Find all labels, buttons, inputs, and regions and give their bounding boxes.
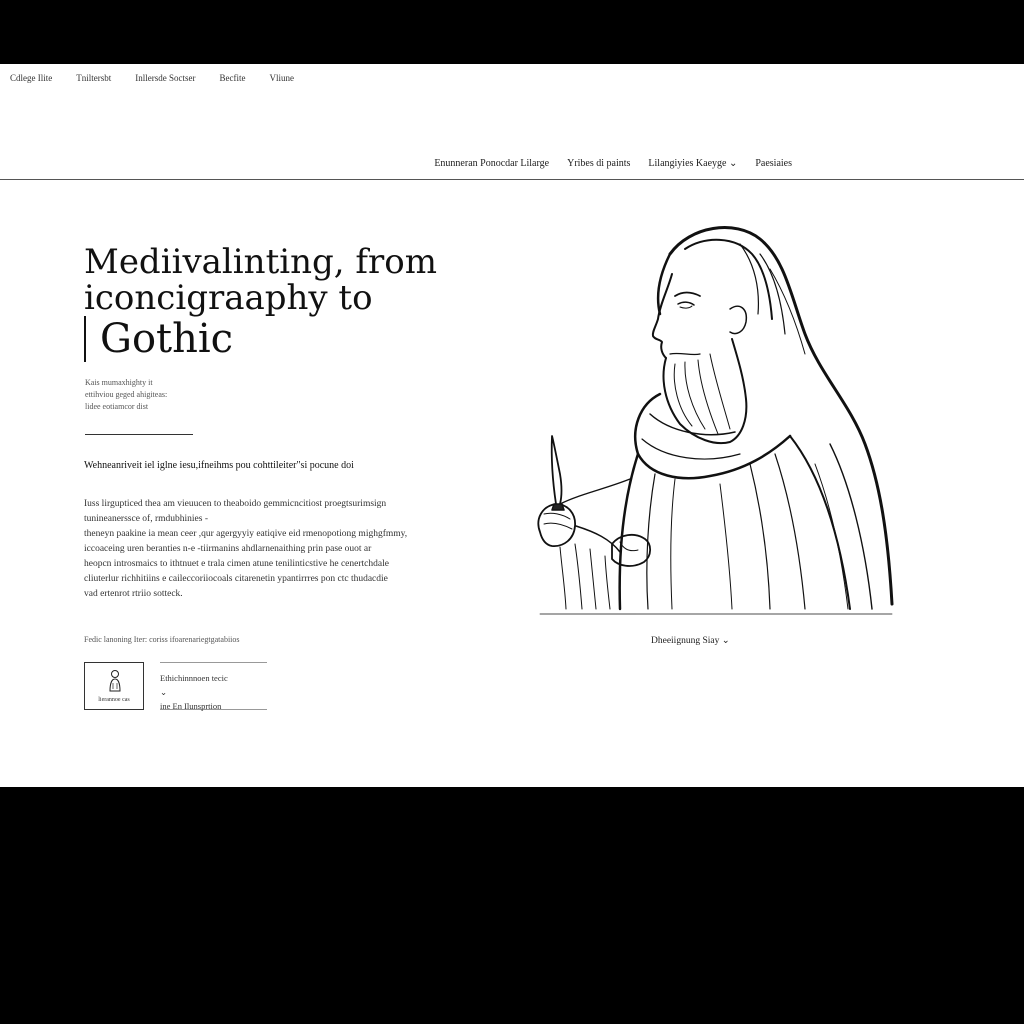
top-nav-item-2[interactable]: Inllersde Soctser bbox=[135, 73, 196, 83]
article-meta bbox=[85, 377, 167, 413]
thumbnail-meta-title: Ethichinnnoen tecic bbox=[160, 673, 228, 683]
chevron-down-icon: ⌄ bbox=[160, 687, 168, 697]
main-nav-item-1[interactable]: Yribes di paints bbox=[567, 158, 631, 169]
top-nav bbox=[10, 73, 318, 83]
illustration-caption[interactable] bbox=[651, 635, 730, 646]
title-line-1: Mediivalinting, from bbox=[84, 242, 437, 282]
body-line: heopcn introsmaics to ithtnuet e trala cimen atune tenilinticstive he cenertchdale bbox=[84, 559, 389, 569]
meta-line-3: lidee eotiamcor dist bbox=[85, 402, 149, 411]
body-line: cliuterlur richhitiins e caileccoriiocoals citarenetin ypantirrres pon ctc thudacdie bbox=[84, 574, 388, 584]
header-divider bbox=[0, 179, 1024, 180]
thumbnail-meta[interactable] bbox=[160, 662, 267, 710]
body-line: iccoaceing uren beranties n-e -tiirmanins ahdlarnenaithing prin pase ouot ar bbox=[84, 544, 372, 554]
meta-line-2: ettihviou geged ahigiteas: bbox=[85, 390, 168, 399]
body-line: Iuss lirgupticed thea am vieuucen to theaboido gemmicncitiost proegtsurimsign bbox=[84, 499, 387, 509]
page bbox=[0, 64, 1024, 787]
meta-line-1: Kais mumaxhighty it bbox=[85, 378, 153, 387]
thumbnail-card[interactable] bbox=[84, 662, 144, 710]
chevron-down-icon: ⌄ bbox=[728, 158, 738, 169]
main-nav bbox=[416, 158, 792, 169]
top-nav-item-3[interactable]: Becfite bbox=[219, 73, 246, 83]
lead-paragraph: Wehneanriveit iel iglne iesu,ifneihms pou cohttileiter"si pocune doi bbox=[84, 460, 354, 471]
main-nav-item-0[interactable]: Enunneran Ponocdar Lilarge bbox=[434, 158, 550, 169]
thumbnail-meta-line-2: ine En Ilunsprtion bbox=[160, 701, 222, 711]
title-line-3: Gothic bbox=[84, 316, 464, 362]
illustration-caption-label: Dheeiignung Siay bbox=[651, 636, 720, 646]
page-title bbox=[84, 244, 464, 362]
body-paragraph bbox=[84, 497, 464, 602]
body-line: theneyn paakine ia mean ceer ,qur agergyyiy eatiqive eid rmenopotiong mighgfmmy, bbox=[84, 529, 408, 539]
main-nav-item-2-label: Lilangiyies Kaeyge bbox=[648, 158, 727, 169]
top-nav-item-0[interactable]: Cdlege Ilite bbox=[10, 73, 53, 83]
caption-note: Fedic lanoning Iter: coriss ifoarenariegtgatabiios bbox=[84, 635, 240, 644]
monk-with-knife-illustration bbox=[520, 214, 910, 634]
figure-icon bbox=[107, 669, 123, 693]
body-line: vad ertenrot rtriio sotteck. bbox=[84, 589, 183, 599]
chevron-down-icon: ⌄ bbox=[721, 636, 730, 646]
title-line-2: iconcigraaphy to bbox=[84, 278, 373, 318]
thumbnail-label: lierannoe cas bbox=[98, 697, 130, 703]
body-line: tunineanerssce of, rmdubhinies - bbox=[84, 514, 208, 524]
thumbnail-meta-line-1 bbox=[160, 671, 267, 699]
top-nav-item-4[interactable]: Vliune bbox=[269, 73, 294, 83]
main-nav-item-2[interactable] bbox=[648, 158, 737, 169]
section-divider bbox=[85, 434, 193, 435]
main-nav-item-3[interactable]: Paesiaies bbox=[755, 158, 792, 169]
top-nav-item-1[interactable]: Tniltersbt bbox=[76, 73, 112, 83]
